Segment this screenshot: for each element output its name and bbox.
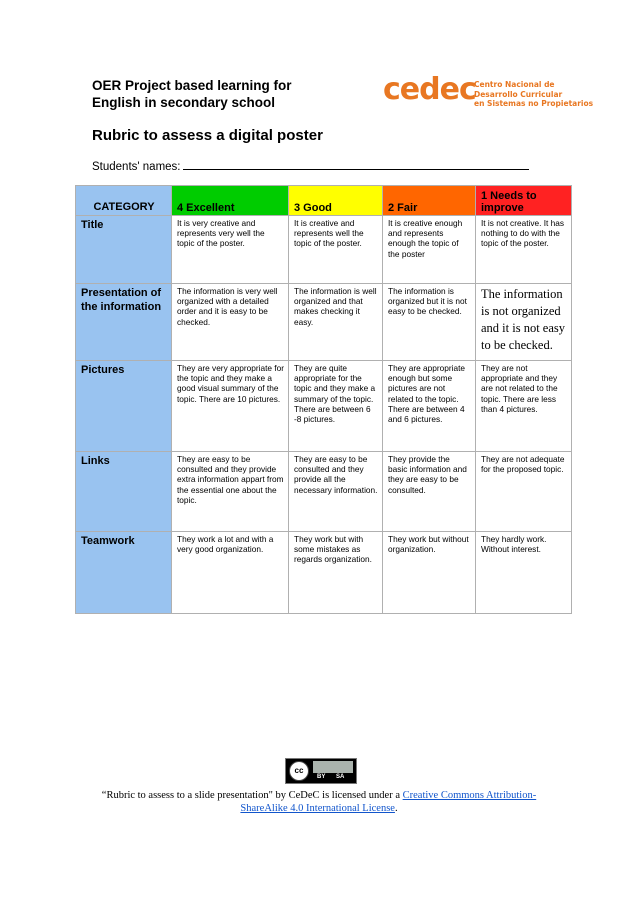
- table-row: [76, 452, 572, 532]
- row-category-title: Title: [76, 216, 172, 284]
- cell-excellent: They are easy to be consulted and they provide extra information appart from the essential one about the topic.: [172, 452, 289, 532]
- cedec-logo-word: cedec: [383, 72, 476, 107]
- rubric-header-row: [76, 186, 572, 216]
- header-needs-improve: 1 Needs to improve: [476, 186, 572, 216]
- cell-fair: The information is organized but it is not easy to be checked.: [383, 284, 476, 361]
- header-excellent: 4 Excellent: [172, 186, 289, 216]
- cell-fair: They provide the basic information and they are easy to be consulted.: [383, 452, 476, 532]
- row-category-pictures: Pictures: [76, 361, 172, 452]
- cell-good: It is creative and represents well the topic of the poster.: [289, 216, 383, 284]
- cc-by-label: BY: [317, 774, 326, 780]
- cell-good: The information is well organized and that makes checking it easy.: [289, 284, 383, 361]
- row-category-presentation: Presentation of the information: [76, 284, 172, 361]
- header-fair: 2 Fair: [383, 186, 476, 216]
- students-names-field: [92, 159, 529, 173]
- project-title-line2: English in secondary school: [92, 95, 276, 110]
- license-notice: [88, 789, 550, 815]
- cell-good: They work but with some mistakes as regards organization.: [289, 532, 383, 614]
- cell-excellent: They work a lot and with a very good organization.: [172, 532, 289, 614]
- table-row: [76, 532, 572, 614]
- cedec-logo: [383, 72, 594, 109]
- table-row: [76, 284, 572, 361]
- cc-license-badge[interactable]: [285, 758, 357, 784]
- rubric-title: Rubric to assess a digital poster: [92, 127, 323, 144]
- cedec-logo-line2: Desarrollo Curricular: [474, 89, 563, 99]
- rubric-table: [75, 185, 572, 614]
- row-category-links: Links: [76, 452, 172, 532]
- license-link[interactable]: Creative Commons Attribution-ShareAlike 4.0 International License: [240, 790, 537, 814]
- license-text: “Rubric to assess to a slide presentation" by CeDeC is licensed under a: [101, 790, 403, 801]
- cell-fair: It is creative enough and represents enough the topic of the poster: [383, 216, 476, 284]
- license-period: .: [394, 803, 398, 814]
- cedec-logo-line1: Centro Nacional de: [474, 80, 555, 89]
- attribution-sharealike-icon: [313, 761, 353, 773]
- cell-excellent: It is very creative and represents very well the topic of the poster.: [172, 216, 289, 284]
- cell-fair: They are appropriate enough but some pictures are not related to the topic. There are between 4 and 6 pictures.: [383, 361, 476, 452]
- table-row: [76, 216, 572, 284]
- header-category: CATEGORY: [76, 186, 172, 216]
- cell-needs: The information is not organized and it is not easy to be checked.: [476, 284, 572, 361]
- cell-excellent: They are very appropriate for the topic and they make a good visual summary of the topic. There are 10 pictures.: [172, 361, 289, 452]
- cell-fair: They work but without organization.: [383, 532, 476, 614]
- project-title: [92, 77, 292, 111]
- header-good: 3 Good: [289, 186, 383, 216]
- cell-good: They are easy to be consulted and they provide all the necessary information.: [289, 452, 383, 532]
- students-names-line: [183, 159, 529, 170]
- cc-sa-label: SA: [336, 774, 345, 780]
- cell-needs: They are not adequate for the proposed topic.: [476, 452, 572, 532]
- cell-needs: They hardly work. Without interest.: [476, 532, 572, 614]
- cc-icon: cc: [289, 761, 309, 781]
- cedec-logo-text: [474, 80, 593, 109]
- project-title-line1: OER Project based learning for: [92, 78, 292, 93]
- students-names-label: Students' names:: [92, 161, 181, 173]
- cell-good: They are quite appropriate for the topic and they make a summary of the topic. There are between 6 -8 pictures.: [289, 361, 383, 452]
- table-row: [76, 361, 572, 452]
- cell-needs: It is not creative. It has nothing to do with the topic of the poster.: [476, 216, 572, 284]
- cedec-logo-line3: en Sistemas no Propietarios: [474, 99, 594, 108]
- row-category-teamwork: Teamwork: [76, 532, 172, 614]
- cell-excellent: The information is very well organized with a detailed order and it is easy to be checked.: [172, 284, 289, 361]
- cell-needs: They are not appropriate and they are not related to the topic. There are less than 4 pictures.: [476, 361, 572, 452]
